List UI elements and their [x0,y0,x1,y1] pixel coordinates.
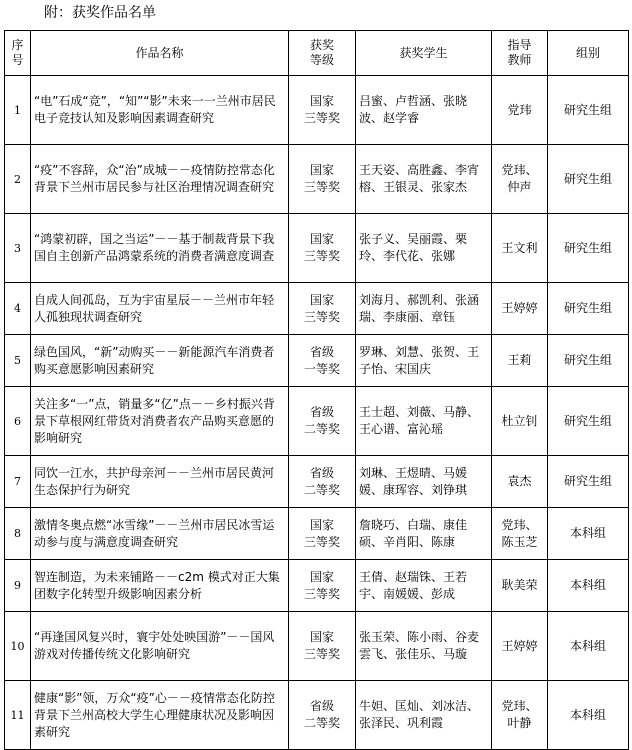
row-group: 研究生组 [548,456,629,508]
row-advisor [492,681,548,750]
row-index: 4 [5,283,31,335]
row-index: 11 [5,681,31,750]
header-level [289,31,356,76]
header-level-line2: 等级 [309,53,334,67]
row-advisor [492,335,548,387]
row-index: 7 [5,456,31,508]
row-title: 同饮一江水，共护母亲河－－兰州市居民黄河生态保护行为研究 [31,456,289,508]
table-row [5,387,629,456]
row-level-line: 国家 [309,232,334,246]
row-students: 罗琳、刘慧、张贺、王子怡、宋国庆 [356,335,492,387]
table-row [5,335,629,387]
row-students: 吕蜜、卢哲涵、张晓波、赵学睿 [356,76,492,145]
table-row [5,508,629,560]
row-advisor [492,508,548,560]
row-advisor [492,560,548,612]
row-advisor [492,387,548,456]
row-group: 本科组 [548,560,629,612]
row-advisor-line: 王莉 [507,353,532,367]
row-index: 6 [5,387,31,456]
row-students: 詹晓巧、白瑞、康佳硕、辛肖阳、陈康 [356,508,492,560]
row-level-line: 省级 [309,465,334,480]
row-index: 3 [5,214,31,283]
row-level [289,508,356,560]
row-advisor-line: 仲声 [507,180,532,194]
row-group: 本科组 [548,508,629,560]
row-advisor-line: 党玮、 [501,163,538,177]
header-advisor-line1: 指导 [507,38,532,52]
row-students: 王士超、刘薇、马静、王心谱、富沁瑶 [356,387,492,456]
row-advisor [492,283,548,335]
row-level [289,214,356,283]
row-level-line: 二等奖 [303,482,340,497]
table-row [5,612,629,681]
row-students: 王天姿、高胜鑫、李宵榕、王银灵、张家杰 [356,145,492,214]
row-group: 本科组 [548,681,629,750]
table-row [5,456,629,508]
row-group: 研究生组 [548,145,629,214]
row-advisor-line: 党玮、 [501,517,538,532]
row-level-line: 国家 [309,292,334,307]
table-row [5,283,629,335]
row-title: “再逢国风复兴时，寰宇处处映国游”－－国风游戏对传播传统文化影响研究 [31,612,289,681]
header-group: 组别 [548,31,629,76]
header-advisor [492,31,548,76]
table-row [5,76,629,145]
row-advisor-line: 王文利 [501,240,538,255]
row-level-line: 三等奖 [303,249,340,263]
header-index-line1: 序 [11,38,24,52]
row-title: “鸿蒙初辟，国之当运”－－基于制裁背景下我国自主创新产品鸿蒙系统的消费者满意度调查 [31,214,289,283]
row-group: 研究生组 [548,335,629,387]
row-level-line: 省级 [309,405,334,419]
row-title: “电”石成“竞”，“知”“影”未来一一兰州市居民电子竞技认知及影响因素调查研究 [31,76,289,145]
header-advisor-line2: 教师 [507,53,532,67]
row-group: 研究生组 [548,76,629,145]
row-index: 2 [5,145,31,214]
row-level-line: 三等奖 [303,534,340,549]
row-level-line: 省级 [309,344,334,359]
row-advisor-line: 王婷婷 [501,301,538,315]
row-title: 智连制造，为未来铺路－－c2m 模式对正大集团数字化转型升级影响因素分析 [31,560,289,612]
row-title: 健康“影”领，万众“疫”心－－疫情常态化防控背景下兰州高校大学生心理健康状况及影响因素研究 [31,681,289,750]
row-students: 张玉荣、陈小雨、谷麦雲飞、张佳乐、马璇 [356,612,492,681]
row-advisor-line: 党玮 [507,102,532,117]
row-level-line: 省级 [309,699,334,713]
row-advisor [492,612,548,681]
row-level [289,145,356,214]
row-level-line: 国家 [309,630,334,644]
row-level [289,283,356,335]
row-level-line: 二等奖 [303,716,340,730]
row-level-line: 国家 [309,517,334,532]
row-level-line: 国家 [309,569,334,584]
row-advisor-line: 杜立钊 [501,413,538,428]
header-students: 获奖学生 [356,31,492,76]
row-level-line: 三等奖 [303,111,340,125]
row-level-line: 三等奖 [303,309,340,324]
header-title: 作品名称 [31,31,289,76]
row-students: 王倩、赵瑞铢、王若宇、南媛媛、彭成 [356,560,492,612]
awards-table [4,30,629,750]
row-students: 刘海月、郝凯利、张涵瑞、李康丽、章钰 [356,283,492,335]
row-level-line: 三等奖 [303,647,340,661]
row-title: 绿色国风，“新”动购买－－新能源汽车消费者购买意愿影响因素研究 [31,335,289,387]
page-caption: 附：获奖作品名单 [44,5,156,21]
row-students: 刘琳、王煜晴、马媛媛、康珲容、刘铮琪 [356,456,492,508]
table-row [5,681,629,750]
row-students: 张子义、吴丽霞、栗玲、李代花、张娜 [356,214,492,283]
row-advisor-line: 党玮、 [501,699,538,713]
header-index-line2: 号 [11,53,24,67]
row-title: 自成人间孤岛，互为宇宙星辰－－兰州市年轻人孤独现状调查研究 [31,283,289,335]
row-index: 10 [5,612,31,681]
row-index: 8 [5,508,31,560]
table-row [5,145,629,214]
row-level-line: 一等奖 [303,361,340,376]
row-title: “疫”不容辞，众“治”成城－－疫情防控常态化背景下兰州市居民参与社区治理情况调查研究 [31,145,289,214]
row-level-line: 三等奖 [303,180,340,194]
row-index: 9 [5,560,31,612]
table-row [5,560,629,612]
table-row [5,214,629,283]
row-level [289,76,356,145]
row-level [289,612,356,681]
row-level-line: 国家 [309,163,334,177]
row-index: 5 [5,335,31,387]
row-group: 研究生组 [548,214,629,283]
row-level [289,335,356,387]
row-advisor-line: 王婷婷 [501,638,538,653]
row-group: 研究生组 [548,283,629,335]
row-level-line: 三等奖 [303,586,340,601]
header-level-line1: 获奖 [309,38,334,52]
row-advisor [492,76,548,145]
row-advisor [492,145,548,214]
row-group: 研究生组 [548,387,629,456]
row-title: 关注多“一”点，销量多“亿”点－－乡村振兴背景下草根网红带货对消费者农产品购买意愿的影响研究 [31,387,289,456]
row-advisor-line: 耿美荣 [501,578,538,592]
row-index: 1 [5,76,31,145]
row-title: 激情冬奥点燃“冰雪缘”－－兰州市居民冰雪运动参与度与满意度调查研究 [31,508,289,560]
row-level [289,456,356,508]
row-advisor-line: 陈玉芝 [501,534,538,549]
row-advisor [492,214,548,283]
row-group: 本科组 [548,612,629,681]
row-level [289,681,356,750]
table-body [5,76,629,750]
row-advisor [492,456,548,508]
row-advisor-line: 袁杰 [507,474,532,488]
row-level-line: 二等奖 [303,422,340,436]
row-level-line: 国家 [309,94,334,108]
row-students: 牛妲、匡灿、刘冰洁、张泽民、巩利霞 [356,681,492,750]
table-header-row [5,31,629,76]
header-index [5,31,31,76]
row-advisor-line: 叶静 [507,716,532,730]
row-level [289,560,356,612]
row-level [289,387,356,456]
